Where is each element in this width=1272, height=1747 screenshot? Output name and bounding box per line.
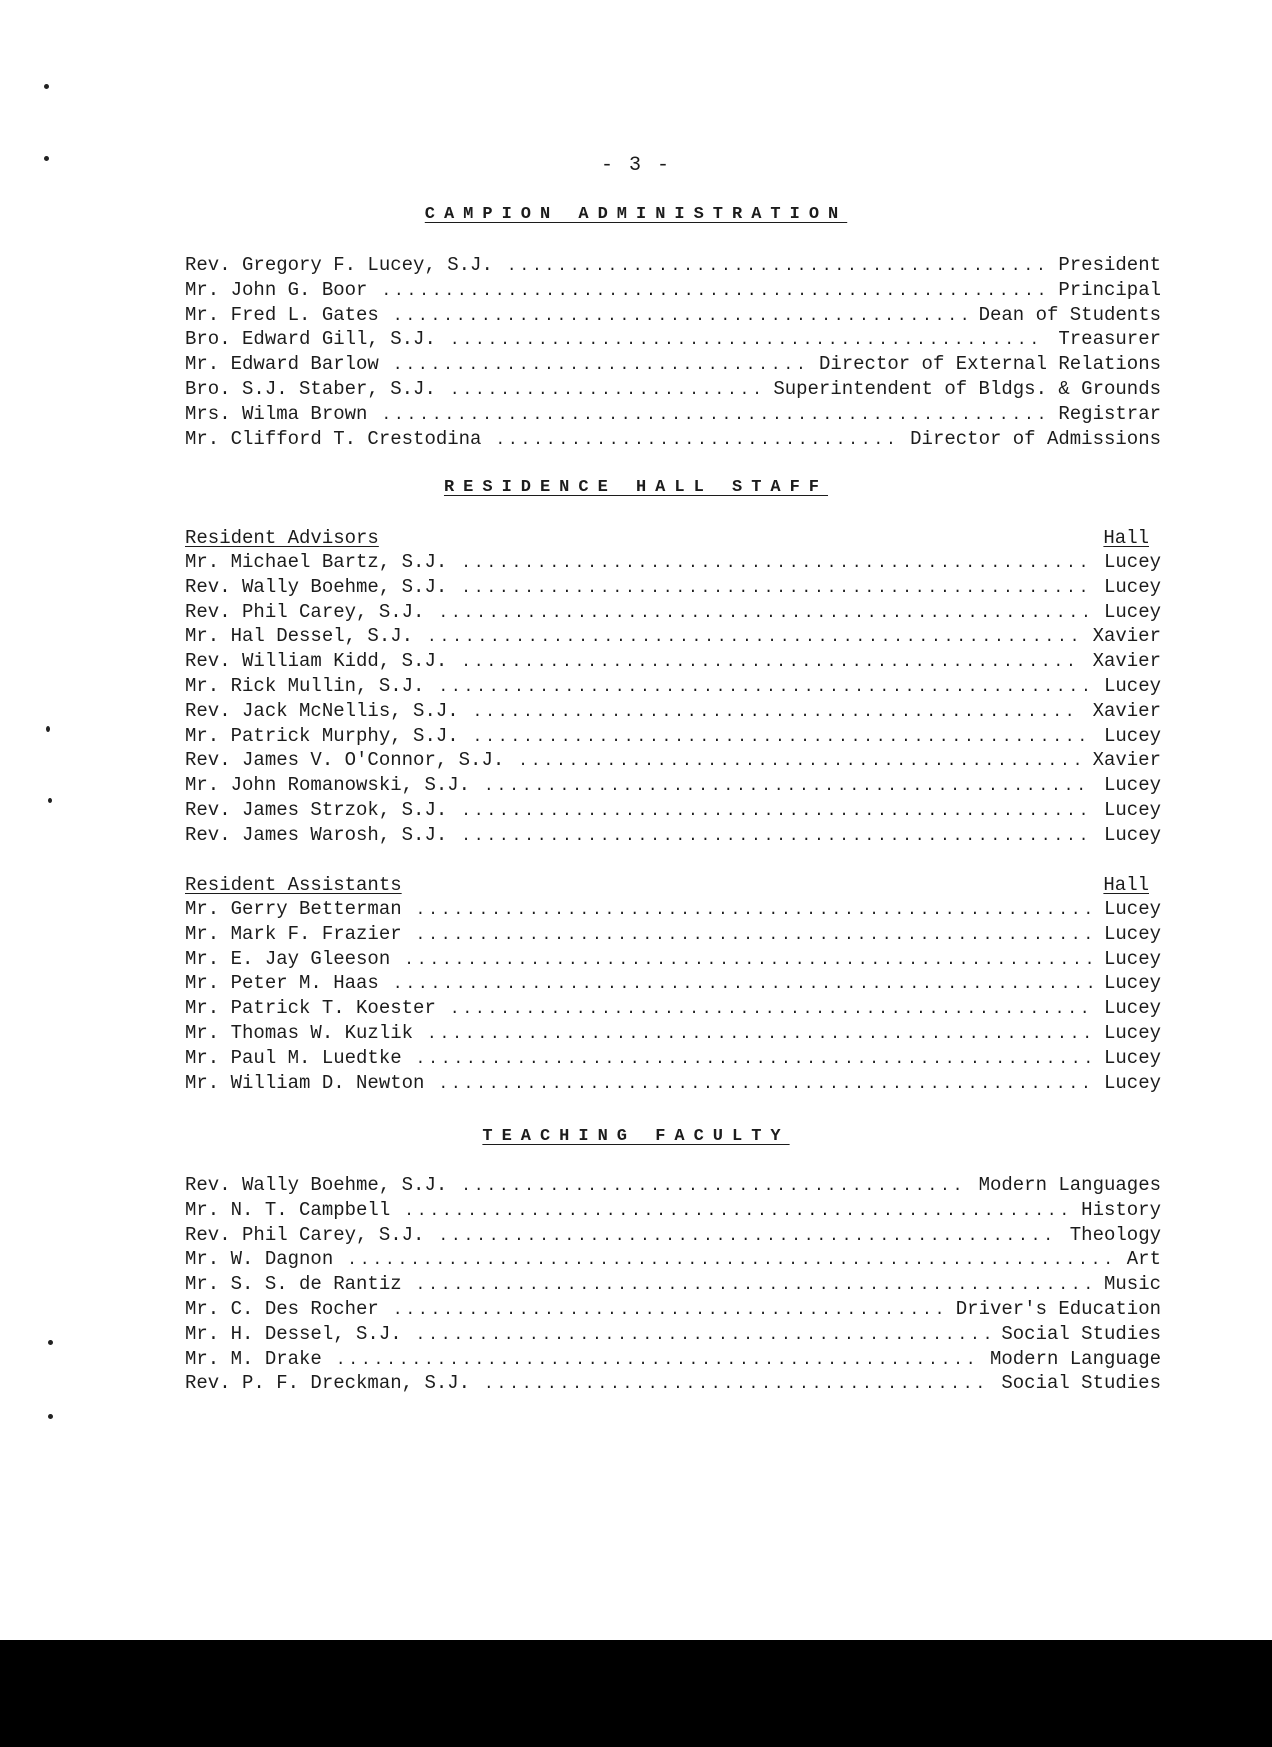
entry-name: Mr. Mark F. Frazier	[185, 922, 402, 945]
dot-leader	[416, 1050, 1092, 1068]
faculty-title-text: TEACHING FACULTY	[482, 1127, 790, 1146]
entry-hall: Lucey	[1103, 600, 1161, 623]
dot-leader	[461, 579, 1092, 597]
entry-name: Rev. Wally Boehme, S.J.	[185, 575, 448, 598]
entry-hall: Lucey	[1103, 823, 1161, 846]
entry-subject: History	[1081, 1198, 1161, 1221]
entry-name: Mr. C. Des Rocher	[185, 1297, 379, 1320]
entry-hall: Xavier	[1092, 749, 1161, 772]
advisor-row	[185, 601, 1161, 626]
entry-name: Mr. S. S. de Rantiz	[185, 1273, 402, 1296]
entry-hall: Lucey	[1103, 1071, 1161, 1094]
assistant-row	[185, 898, 1161, 923]
dot-leader	[473, 703, 1081, 721]
entry-hall: Lucey	[1103, 575, 1161, 598]
hall-column-heading: Hall	[1103, 874, 1149, 896]
entry-role: Principal	[1058, 278, 1161, 301]
assistant-row	[185, 1022, 1161, 1047]
entry-hall: Lucey	[1103, 898, 1161, 920]
entry-role: Director of External Relations	[818, 353, 1161, 376]
dot-leader	[495, 431, 898, 449]
dot-leader	[484, 777, 1092, 795]
entry-hall: Xavier	[1092, 650, 1161, 673]
resident-assistants-section	[185, 874, 1161, 1096]
entry-name: Mr. William D. Newton	[185, 1071, 425, 1094]
dot-leader	[461, 653, 1080, 671]
entry-name: Mr. Michael Bartz, S.J.	[185, 551, 448, 573]
dot-leader	[416, 901, 1092, 919]
entry-subject: Modern Languages	[978, 1174, 1161, 1196]
entry-subject: Social Studies	[1001, 1372, 1161, 1395]
entry-subject: Modern Language	[989, 1347, 1161, 1370]
dot-leader	[438, 1075, 1092, 1093]
dot-leader	[381, 406, 1046, 424]
entry-name: Rev. Jack McNellis, S.J.	[185, 699, 459, 722]
dot-leader	[347, 1251, 1115, 1269]
assistant-row	[185, 923, 1161, 948]
entry-hall: Lucey	[1103, 551, 1161, 573]
advisor-row	[185, 799, 1161, 824]
dot-leader	[507, 257, 1047, 275]
administration-heading	[0, 205, 1272, 224]
faculty-list	[185, 1174, 1161, 1397]
entry-hall: Lucey	[1103, 1046, 1161, 1069]
entry-name: Rev. James V. O'Connor, S.J.	[185, 749, 505, 772]
administration-row	[185, 403, 1161, 428]
entry-name: Mr. Gerry Betterman	[185, 898, 402, 920]
entry-name: Mr. M. Drake	[185, 1347, 322, 1370]
entry-name: Mr. Patrick T. Koester	[185, 997, 436, 1020]
entry-name: Mr. Clifford T. Crestodina	[185, 427, 482, 450]
dot-leader	[416, 1326, 990, 1344]
dot-leader	[393, 1301, 944, 1319]
dot-leader	[473, 728, 1092, 746]
entry-hall: Lucey	[1103, 1021, 1161, 1044]
entry-name: Rev. Phil Carey, S.J.	[185, 600, 425, 623]
entry-name: Mr. E. Jay Gleeson	[185, 947, 391, 970]
dot-leader	[393, 975, 1092, 993]
administration-row	[185, 304, 1161, 329]
entry-role: Dean of Students	[978, 303, 1161, 326]
dot-leader	[438, 678, 1092, 696]
entry-name: Mrs. Wilma Brown	[185, 402, 368, 425]
entry-name: Mr. Fred L. Gates	[185, 303, 379, 326]
entry-hall: Lucey	[1103, 997, 1161, 1020]
assistant-row	[185, 997, 1161, 1022]
scanner-black-border	[0, 1640, 1272, 1747]
dot-leader	[461, 1177, 966, 1195]
advisor-row	[185, 675, 1161, 700]
administration-row	[185, 428, 1161, 453]
dot-leader	[438, 604, 1092, 622]
entry-hall: Lucey	[1103, 798, 1161, 821]
entry-hall: Xavier	[1092, 699, 1161, 722]
entry-name: Rev. Phil Carey, S.J.	[185, 1223, 425, 1246]
resident-advisors-heading: Resident Advisors	[185, 527, 379, 549]
entry-name: Mr. W. Dagnon	[185, 1248, 334, 1271]
entry-name: Rev. P. F. Dreckman, S.J.	[185, 1372, 471, 1395]
resident-assistants-list	[185, 898, 1161, 1096]
administration-list	[185, 254, 1161, 452]
scan-speck	[44, 84, 49, 89]
faculty-row	[185, 1298, 1161, 1323]
administration-title-text: CAMPION ADMINISTRATION	[424, 205, 848, 224]
page-number: - 3 -	[600, 154, 671, 177]
scan-speck	[48, 1340, 53, 1345]
faculty-row	[185, 1224, 1161, 1249]
entry-hall: Lucey	[1103, 724, 1161, 747]
faculty-row	[185, 1372, 1161, 1397]
entry-subject: Theology	[1069, 1223, 1161, 1246]
dot-leader	[427, 1025, 1092, 1043]
entry-name: Rev. James Strzok, S.J.	[185, 798, 448, 821]
dot-leader	[427, 628, 1081, 646]
entry-name: Mr. H. Dessel, S.J.	[185, 1322, 402, 1345]
dot-leader	[461, 827, 1092, 845]
entry-hall: Xavier	[1092, 625, 1161, 648]
entry-name: Mr. Rick Mullin, S.J.	[185, 674, 425, 697]
entry-name: Rev. Gregory F. Lucey, S.J.	[185, 254, 493, 276]
dot-leader	[461, 802, 1092, 820]
faculty-row	[185, 1348, 1161, 1373]
entry-hall: Lucey	[1103, 674, 1161, 697]
entry-name: Mr. John Romanowski, S.J.	[185, 774, 471, 797]
entry-role: President	[1058, 254, 1161, 276]
faculty-row	[185, 1174, 1161, 1199]
entry-name: Mr. Paul M. Luedtke	[185, 1046, 402, 1069]
advisor-row	[185, 725, 1161, 750]
dot-leader	[438, 1227, 1057, 1245]
entry-role: Superintendent of Bldgs. & Grounds	[773, 377, 1161, 400]
entry-hall: Lucey	[1103, 774, 1161, 797]
entry-subject: Music	[1103, 1273, 1161, 1296]
administration-row	[185, 378, 1161, 403]
assistant-row	[185, 1047, 1161, 1072]
dot-leader	[336, 1351, 978, 1369]
entry-name: Mr. Hal Dessel, S.J.	[185, 625, 414, 648]
entry-hall: Lucey	[1103, 947, 1161, 970]
faculty-row	[185, 1199, 1161, 1224]
faculty-row	[185, 1273, 1161, 1298]
entry-name: Rev. Wally Boehme, S.J.	[185, 1174, 448, 1196]
dot-leader	[416, 926, 1092, 944]
residence-title-text: RESIDENCE HALL STAFF	[443, 478, 829, 497]
assistant-row	[185, 948, 1161, 973]
entry-name: Bro. Edward Gill, S.J.	[185, 328, 436, 351]
scan-speck	[46, 726, 50, 732]
administration-row	[185, 328, 1161, 353]
dot-leader	[450, 1000, 1092, 1018]
resident-advisors-list	[185, 551, 1161, 849]
entry-hall: Lucey	[1103, 972, 1161, 995]
advisor-row	[185, 700, 1161, 725]
resident-assistants-heading: Resident Assistants	[185, 874, 402, 896]
scan-speck	[48, 798, 52, 803]
entry-role: Treasurer	[1058, 328, 1161, 351]
advisor-row	[185, 774, 1161, 799]
entry-hall: Lucey	[1103, 922, 1161, 945]
entry-subject: Social Studies	[1001, 1322, 1161, 1345]
entry-name: Mr. Peter M. Haas	[185, 972, 379, 995]
entry-name: Bro. S.J. Staber, S.J.	[185, 377, 436, 400]
advisor-row	[185, 749, 1161, 774]
dot-leader	[416, 1276, 1092, 1294]
entry-name: Mr. Edward Barlow	[185, 353, 379, 376]
faculty-row	[185, 1323, 1161, 1348]
administration-row	[185, 279, 1161, 304]
scan-speck	[48, 1414, 53, 1419]
dot-leader	[450, 331, 1047, 349]
dot-leader	[518, 752, 1080, 770]
administration-row	[185, 353, 1161, 378]
dot-leader	[450, 381, 761, 399]
resident-assistants-subhead	[185, 874, 1161, 898]
advisor-row	[185, 551, 1161, 576]
assistant-row	[185, 1072, 1161, 1097]
entry-name: Rev. William Kidd, S.J.	[185, 650, 448, 673]
faculty-row	[185, 1248, 1161, 1273]
residence-heading	[0, 478, 1272, 497]
entry-role: Registrar	[1058, 402, 1161, 425]
dot-leader	[381, 282, 1046, 300]
administration-row	[185, 254, 1161, 279]
entry-name: Mr. Thomas W. Kuzlik	[185, 1021, 414, 1044]
advisor-row	[185, 650, 1161, 675]
dot-leader	[393, 356, 807, 374]
entry-role: Director of Admissions	[910, 427, 1161, 450]
hall-column-heading: Hall	[1103, 527, 1149, 549]
entry-name: Mr. Patrick Murphy, S.J.	[185, 724, 459, 747]
dot-leader	[404, 1202, 1069, 1220]
advisor-row	[185, 625, 1161, 650]
resident-advisors-subhead	[185, 527, 1161, 551]
entry-subject: Driver's Education	[955, 1297, 1161, 1320]
dot-leader	[404, 951, 1092, 969]
dot-leader	[461, 554, 1092, 572]
faculty-heading	[0, 1127, 1272, 1146]
entry-name: Mr. N. T. Campbell	[185, 1198, 391, 1221]
advisor-row	[185, 576, 1161, 601]
entry-name: Mr. John G. Boor	[185, 278, 368, 301]
dot-leader	[484, 1375, 989, 1393]
entry-name: Rev. James Warosh, S.J.	[185, 823, 448, 846]
resident-advisors-section	[185, 527, 1161, 849]
dot-leader	[393, 307, 967, 325]
advisor-row	[185, 824, 1161, 849]
entry-subject: Art	[1126, 1248, 1161, 1271]
assistant-row	[185, 972, 1161, 997]
